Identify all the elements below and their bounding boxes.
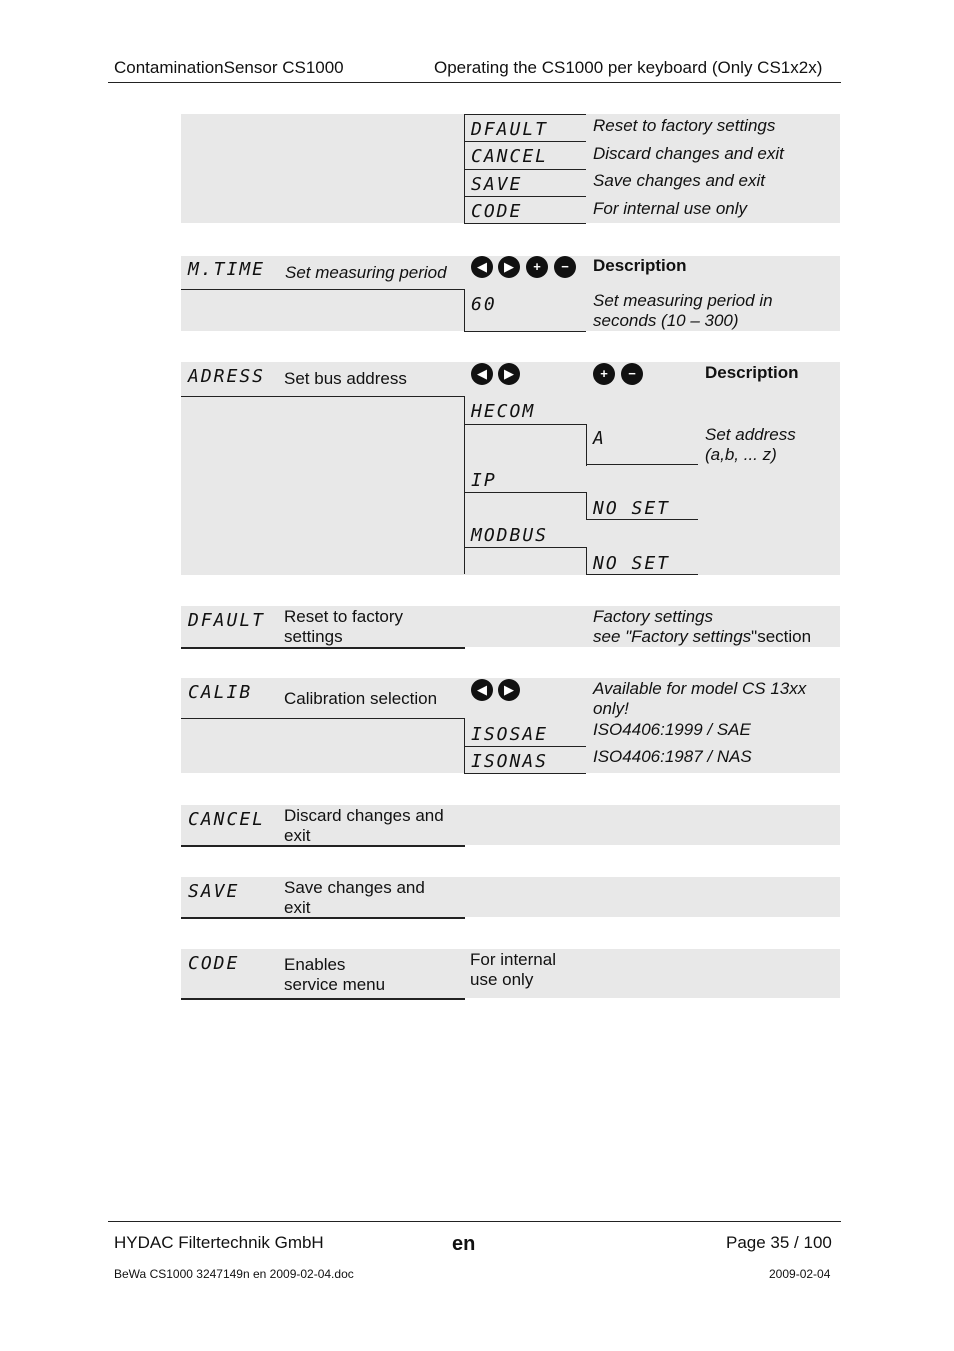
- lcd-calib: CALIB: [188, 682, 253, 703]
- lcd-mtime-value: 60: [471, 294, 497, 315]
- lcd-adress: ADRESS: [188, 366, 266, 387]
- lcd-noset-2: NO SET: [593, 553, 671, 574]
- dfault-label-1: Reset to factory: [284, 607, 404, 626]
- lcd-save: SAVE: [471, 174, 523, 195]
- code-desc-2: use only: [470, 970, 534, 989]
- lcd-dfault-main: DFAULT: [188, 610, 266, 631]
- dfault-desc: Reset to factory settings: [593, 116, 776, 135]
- adress-label: Set bus address: [284, 369, 407, 388]
- lcd-isosae: ISOSAE: [471, 724, 549, 745]
- lcd-modbus: MODBUS: [471, 525, 549, 546]
- mtime-label: Set measuring period: [285, 263, 447, 282]
- adress-desc-2: (a,b, ... z): [705, 445, 777, 464]
- dfault-desc-2b: "section: [751, 627, 812, 646]
- dfault-desc-2: [593, 627, 811, 647]
- right-arrow-icon: ▶: [498, 256, 520, 278]
- calib-opt2-desc: ISO4406:1987 / NAS: [593, 747, 752, 766]
- cancel-label-1: Discard changes and: [284, 806, 444, 825]
- cancel-label-2: exit: [284, 826, 311, 845]
- header-right: Operating the CS1000 per keyboard (Only CS1x2x): [434, 58, 823, 77]
- lcd-dfault: DFAULT: [471, 119, 549, 140]
- header-rule: [108, 82, 841, 83]
- lcd-hecom: HECOM: [471, 401, 536, 422]
- save-bg: [181, 877, 840, 917]
- lcd-isonas: ISONAS: [471, 751, 549, 772]
- lcd-cancel-main: CANCEL: [188, 809, 266, 830]
- code-desc-1: For internal: [470, 950, 556, 969]
- minus-icon: −: [621, 363, 643, 385]
- cancel-bg: [181, 805, 840, 845]
- header-left: ContaminationSensor CS1000: [114, 58, 344, 77]
- footer-rule: [108, 1221, 841, 1222]
- code-desc: For internal use only: [593, 199, 748, 218]
- left-arrow-icon: ◀: [471, 363, 493, 385]
- calib-label: Calibration selection: [284, 689, 438, 708]
- plus-icon: +: [593, 363, 615, 385]
- minus-icon: −: [554, 256, 576, 278]
- footer-company: HYDAC Filtertechnik GmbH: [114, 1233, 324, 1252]
- footer-doc: BeWa CS1000 3247149n en 2009-02-04.doc: [114, 1267, 354, 1281]
- footer-date: 2009-02-04: [769, 1267, 831, 1281]
- cancel-desc: Discard changes and exit: [593, 144, 784, 163]
- save-desc: Save changes and exit: [593, 171, 766, 190]
- lcd-ip: IP: [471, 470, 497, 491]
- footer-lang: en: [452, 1233, 476, 1255]
- dfault-label-2: settings: [284, 627, 343, 646]
- dfault-desc-2a: see "Factory settings: [593, 627, 752, 646]
- calib-opt1-desc: ISO4406:1999 / SAE: [593, 720, 751, 739]
- plus-icon: +: [526, 256, 548, 278]
- lcd-noset-1: NO SET: [593, 498, 671, 519]
- adress-desc-1: Set address: [705, 425, 796, 444]
- dfault-desc-1: Factory settings: [593, 607, 713, 626]
- mtime-desc-2: seconds (10 – 300): [593, 311, 739, 330]
- save-label-1: Save changes and: [284, 878, 425, 897]
- save-label-2: exit: [284, 898, 311, 917]
- lcd-cancel: CANCEL: [471, 146, 549, 167]
- lcd-mtime: M.TIME: [188, 259, 266, 280]
- lcd-code: CODE: [471, 201, 523, 222]
- right-arrow-icon: ▶: [498, 363, 520, 385]
- mtime-description-header: Description: [593, 256, 687, 275]
- code-label-2: service menu: [284, 975, 386, 994]
- adress-description-header: Description: [705, 363, 799, 382]
- mtime-desc-1: Set measuring period in: [593, 291, 773, 310]
- calib-desc-1: Available for model CS 13xx: [593, 679, 807, 698]
- calib-desc-2: only!: [593, 699, 629, 718]
- lcd-code-main: CODE: [188, 953, 240, 974]
- left-arrow-icon: ◀: [471, 256, 493, 278]
- code-label-1: Enables: [284, 955, 346, 974]
- left-arrow-icon: ◀: [471, 679, 493, 701]
- footer-page: Page 35 / 100: [726, 1233, 832, 1252]
- lcd-a: A: [593, 428, 606, 449]
- lcd-save-main: SAVE: [188, 881, 240, 902]
- right-arrow-icon: ▶: [498, 679, 520, 701]
